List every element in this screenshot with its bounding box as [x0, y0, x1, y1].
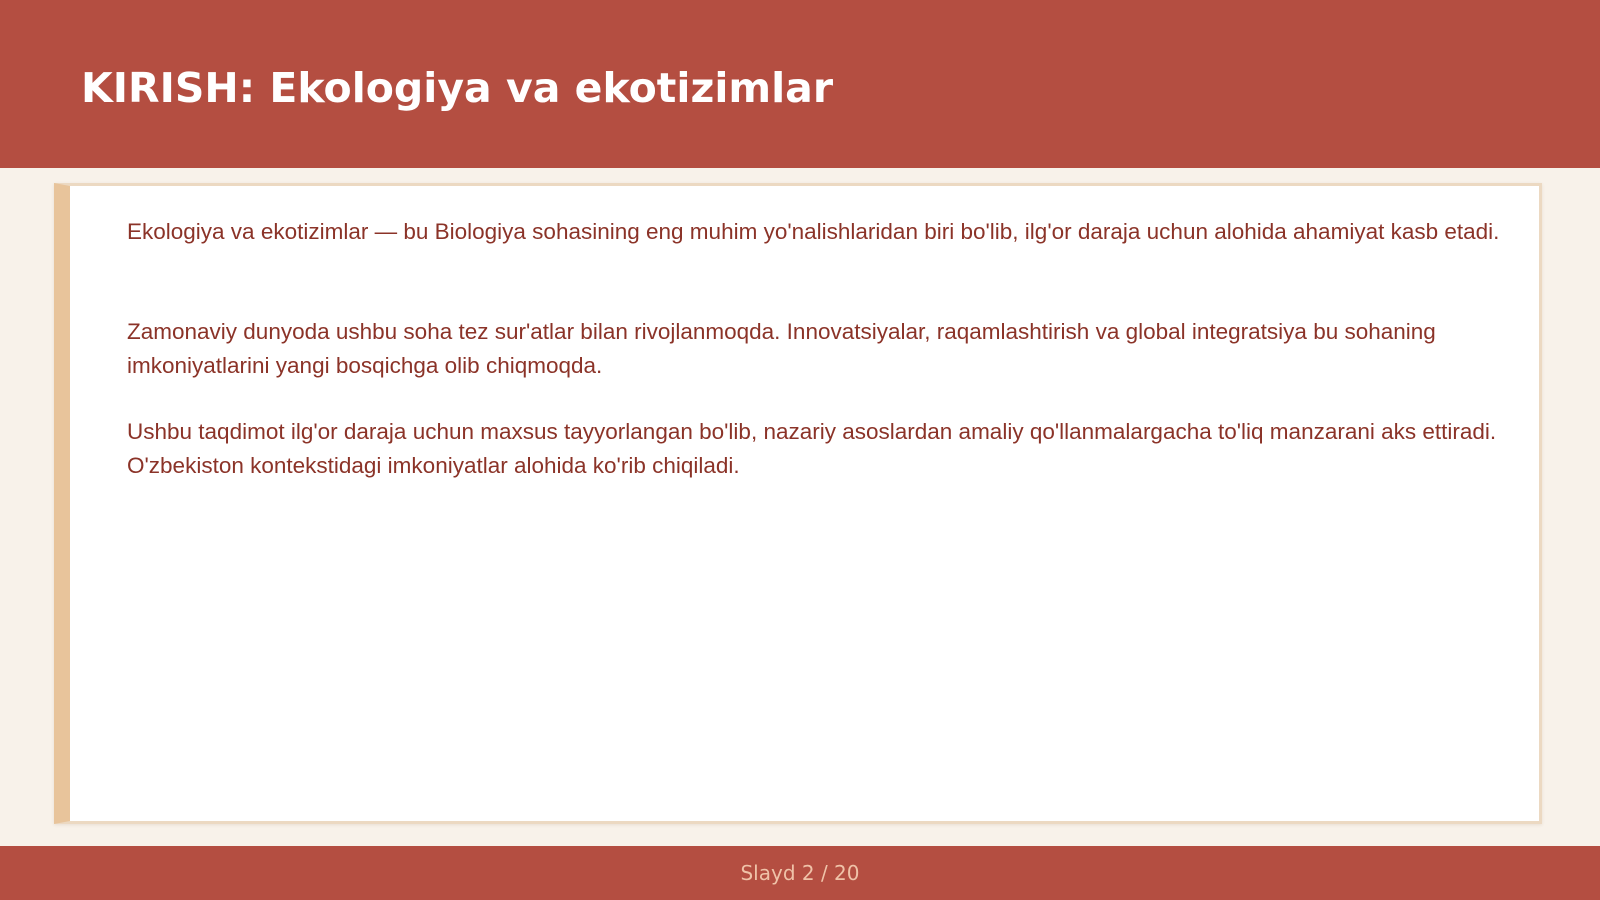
- slide-title: KIRISH: Ekologiya va ekotizimlar: [81, 64, 834, 112]
- slide-footer: [0, 846, 1600, 900]
- content-card: [54, 183, 1542, 824]
- content-paragraph-2: Zamonaviy dunyoda ushbu soha tez sur'atlar bilan rivojlanmoqda. Innovatsiyalar, raqamlashtirish va global integratsiya bu sohaning imkoniyatlarini yangi bosqichga olib chiqmoqda.: [127, 319, 1436, 378]
- content-paragraph-3: Ushbu taqdimot ilg'or daraja uchun maxsus tayyorlangan bo'lib, nazariy asoslardan amaliy qo'llanmalargacha to'liq manzarani aks ettiradi. O'zbekiston kontekstidagi imkoniyatlar alohida ko'rib chiqiladi.: [127, 419, 1497, 478]
- content-paragraph-1: Ekologiya va ekotizimlar — bu Biologiya sohasining eng muhim yo'nalishlaridan biri bo'lib, ilg'or daraja uchun alohida ahamiyat kasb etadi.: [127, 219, 1500, 244]
- slide-header: [0, 0, 1600, 168]
- slide-number: Slayd 2 / 20: [740, 861, 860, 885]
